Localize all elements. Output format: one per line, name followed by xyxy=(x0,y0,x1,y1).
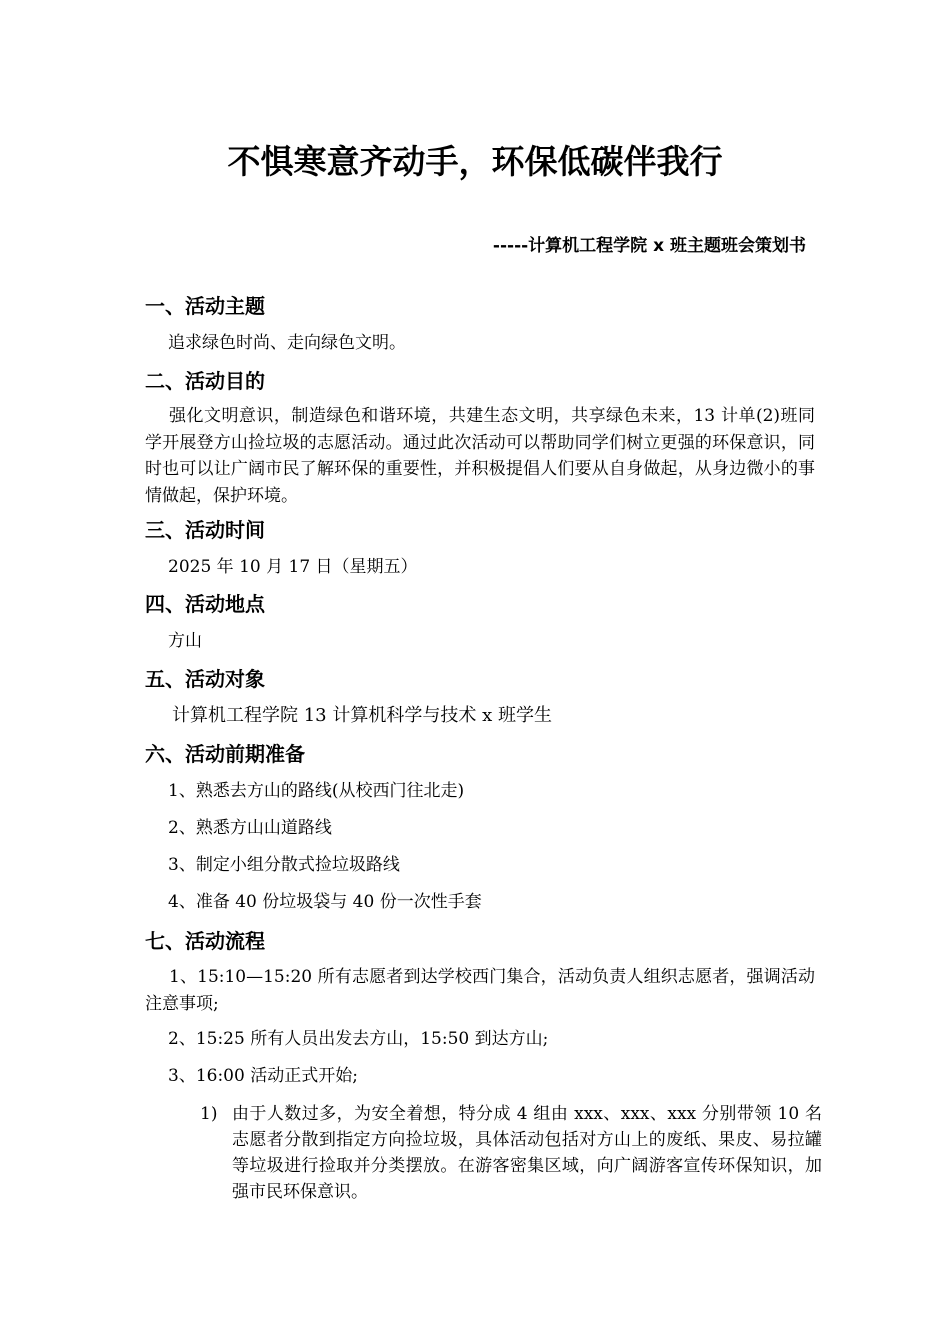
sub-item-number: 1) xyxy=(200,1104,218,1124)
list-item: 1、熟悉去方山的路线(从校西门往北走) xyxy=(168,781,465,801)
document-title: 不惧寒意齐动手，环保低碳伴我行 xyxy=(227,142,723,181)
list-item: 4、准备 40 份垃圾袋与 40 份一次性手套 xyxy=(168,892,482,912)
section-text-time: 2025 年 10 月 17 日（星期五） xyxy=(168,557,418,577)
section-text-location: 方山 xyxy=(168,631,202,651)
section-heading-audience: 五、活动对象 xyxy=(145,667,265,691)
section-text-theme: 追求绿色时尚、走向绿色文明。 xyxy=(168,333,406,353)
section-heading-purpose: 二、活动目的 xyxy=(145,369,265,393)
section-text-purpose: 强化文明意识，制造绿色和谐环境，共建生态文明，共享绿色未来，13 计单(2)班同学开展登方山捡垃圾的志愿活动。通过此次活动可以帮助同学们树立更强的环保意识，同时也可以让广阔市民了解环保的重要性，并积极提倡人们要从自身做起，从身边微小的事情做起，保护环境。 xyxy=(145,406,815,506)
section-heading-time: 三、活动时间 xyxy=(145,518,265,542)
section-heading-location: 四、活动地点 xyxy=(145,592,265,616)
document-subtitle: -----计算机工程学院 x 班主题班会策划书 xyxy=(492,236,806,256)
list-item: 2、15:25 所有人员出发去方山，15:50 到达方山; xyxy=(168,1029,549,1049)
section-heading-procedure: 七、活动流程 xyxy=(145,929,265,953)
section-text-audience: 计算机工程学院 13 计算机科学与技术 x 班学生 xyxy=(172,705,552,726)
section-heading-preparation: 六、活动前期准备 xyxy=(145,742,305,766)
sub-item-text: 由于人数过多，为安全着想，特分成 4 组由 xxx、xxx、xxx 分别带领 10 名志愿者分散到指定方向捡垃圾，具体活动包括对方山上的废纸、果皮、易拉罐等垃圾进行捡取并分类摆放。在游客密集区域，向广阔游客宣传环保知识，加强市民环保意识。 xyxy=(232,1104,822,1202)
list-item: 3、16:00 活动正式开始; xyxy=(168,1066,358,1086)
section-heading-theme: 一、活动主题 xyxy=(145,294,265,318)
list-item: 2、熟悉方山山道路线 xyxy=(168,818,332,838)
list-item: 1、15:10—15:20 所有志愿者到达学校西门集合，活动负责人组织志愿者，强调活动注意事项; xyxy=(145,967,815,1014)
list-item: 3、制定小组分散式捡垃圾路线 xyxy=(168,855,400,875)
